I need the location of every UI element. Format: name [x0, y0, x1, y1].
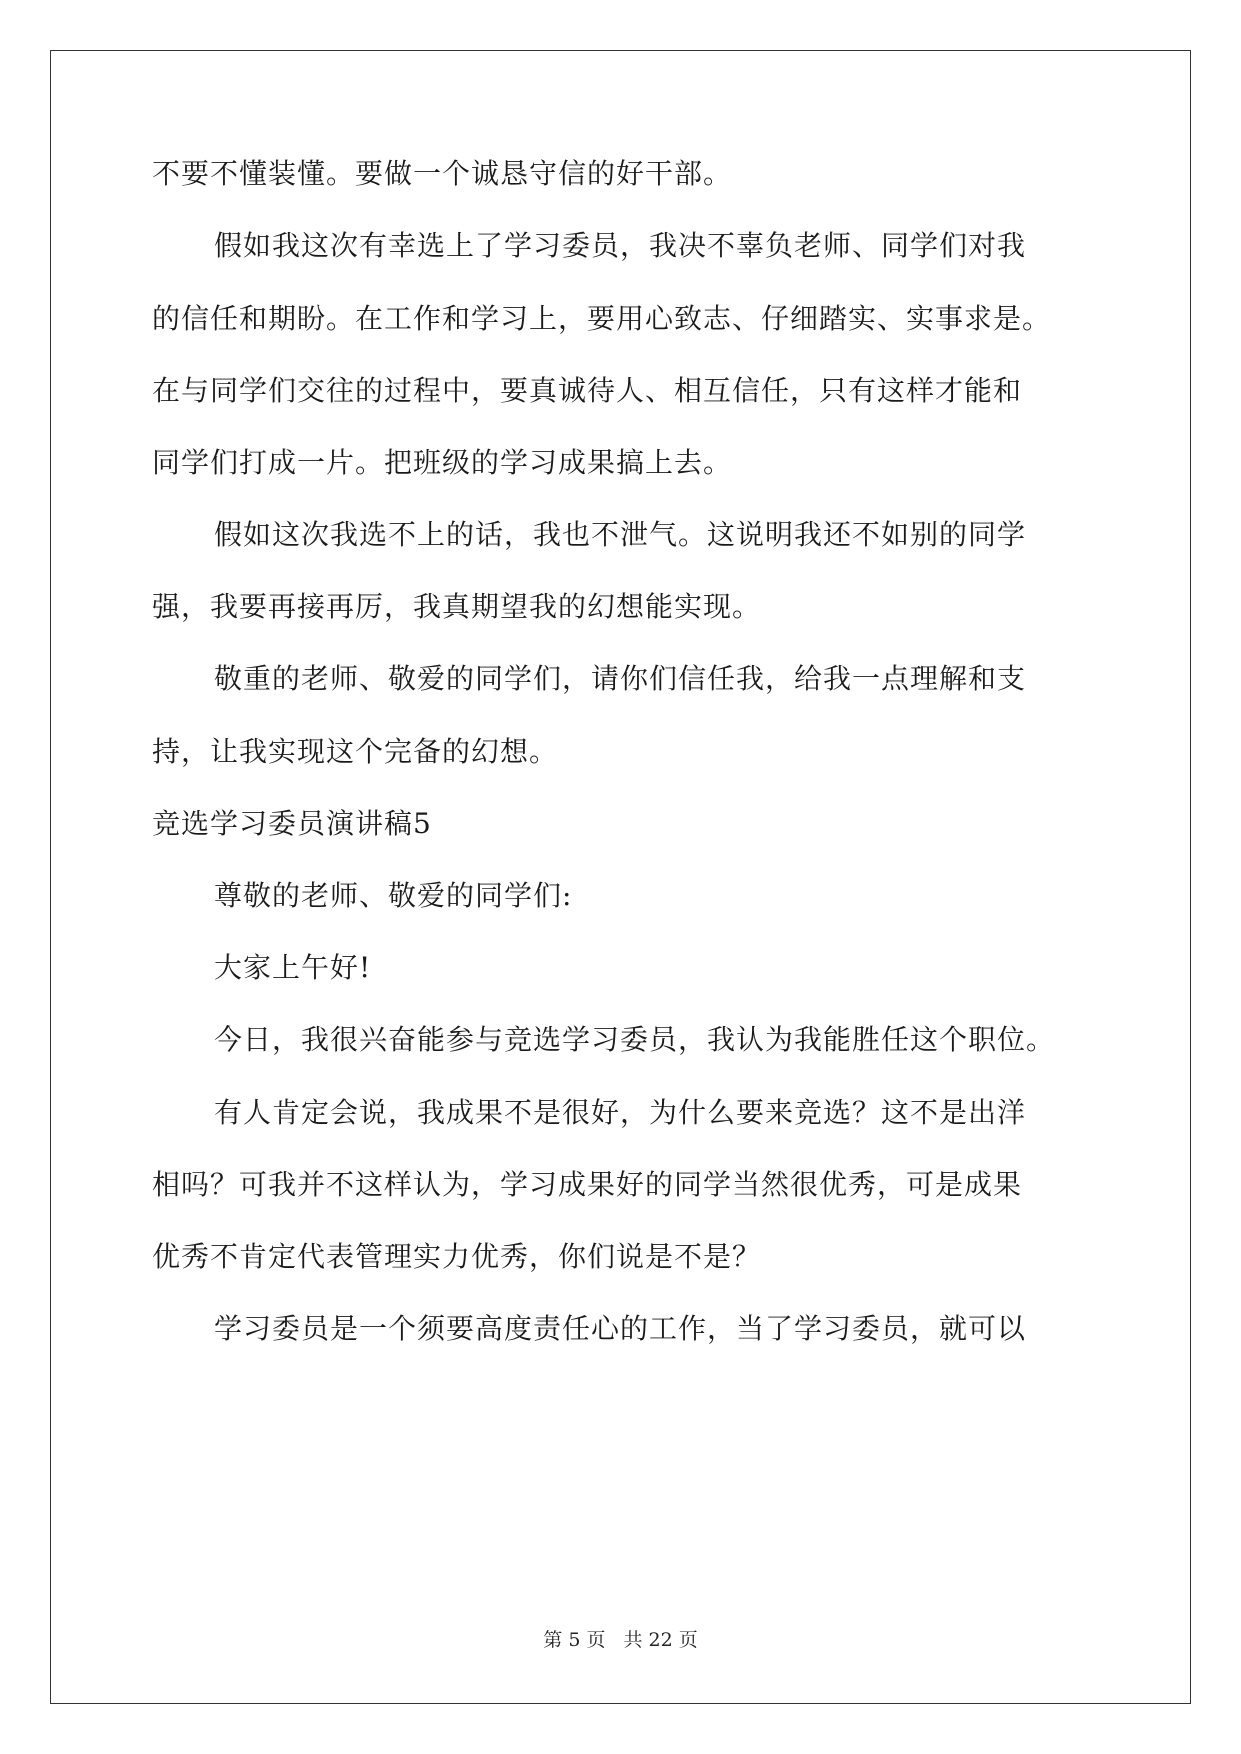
body-line: 在与同学们交往的过程中，要真诚待人、相互信任，只有这样才能和 — [152, 374, 1023, 407]
body-line: 不要不懂装懂。要做一个诚恳守信的好干部。 — [152, 157, 733, 190]
greeting: 大家上午好! — [214, 951, 372, 984]
page-footer — [0, 1628, 1241, 1652]
paragraph-first-line: 今日，我很兴奋能参与竞选学习委员，我认为我能胜任这个职位。 — [214, 1023, 1056, 1056]
page-border — [50, 50, 1191, 1704]
body-line: 相吗？可我并不这样认为，学习成果好的同学当然很优秀，可是成果 — [152, 1168, 1023, 1201]
salutation: 尊敬的老师、敬爱的同学们: — [214, 879, 573, 912]
body-line: 优秀不肯定代表管理实力优秀，你们说是不是？ — [152, 1240, 762, 1273]
body-line: 的信任和期盼。在工作和学习上，要用心致志、仔细踏实、实事求是。 — [152, 302, 1052, 335]
section-heading: 竞选学习委员演讲稿5 — [152, 807, 432, 840]
page-number: 第 5 页 — [543, 1629, 606, 1651]
paragraph-first-line: 学习委员是一个须要高度责任心的工作，当了学习委员，就可以 — [214, 1312, 1027, 1345]
body-line: 持，让我实现这个完备的幻想。 — [152, 735, 559, 768]
paragraph-first-line: 假如我这次有幸选上了学习委员，我决不辜负老师、同学们对我 — [214, 229, 1027, 262]
page-total: 共 22 页 — [623, 1629, 698, 1651]
body-line: 强，我要再接再厉，我真期望我的幻想能实现。 — [152, 590, 762, 623]
body-line: 同学们打成一片。把班级的学习成果搞上去。 — [152, 446, 733, 479]
paragraph-first-line: 敬重的老师、敬爱的同学们，请你们信任我，给我一点理解和支 — [214, 662, 1027, 695]
paragraph-first-line: 有人肯定会说，我成果不是很好，为什么要来竞选？这不是出洋 — [214, 1096, 1027, 1129]
paragraph-first-line: 假如这次我选不上的话，我也不泄气。这说明我还不如别的同学 — [214, 518, 1027, 551]
